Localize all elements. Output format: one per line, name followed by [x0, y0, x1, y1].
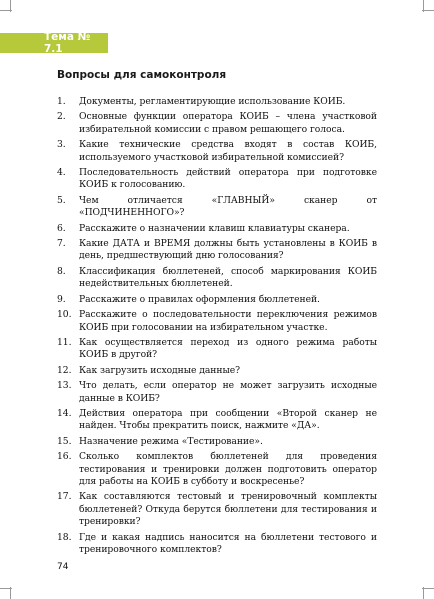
question-item: [57, 111, 377, 136]
question-item: [57, 309, 377, 334]
crop-mark: [10, 0, 11, 12]
question-text: Как загрузить исходные данные?: [79, 364, 240, 376]
question-text: Расскажите о назначении клавиш клавиатуры сканера.: [79, 222, 350, 234]
question-number: 18.: [57, 531, 72, 543]
question-text: Чем отличается «ГЛАВНЫЙ» сканер от «ПОДЧИНЕННОГО»?: [79, 194, 377, 219]
question-item: [57, 365, 377, 377]
question-item: [57, 167, 377, 192]
question-item: [57, 408, 377, 433]
page-number: 74: [57, 562, 69, 572]
question-text: Как составляются тестовый и тренировочный комплекты бюллетеней? Откуда берутся бюллетени для тестирования и тренировки?: [79, 491, 377, 528]
question-item: [57, 139, 377, 164]
question-number: 11.: [57, 336, 72, 348]
question-text: Какие ДАТА и ВРЕМЯ должны быть установлены в КОИБ в день, предшествующий дню голосования?: [79, 238, 377, 262]
section-heading: Вопросы для самоконтроля: [57, 69, 227, 81]
question-item: [57, 238, 377, 263]
crop-mark: [423, 0, 424, 12]
question-text: Последовательность действий оператора при подготовке КОИБ к голосованию.: [79, 167, 377, 191]
topic-tab: [0, 33, 108, 53]
question-number: 6.: [57, 222, 66, 234]
question-item: [57, 380, 377, 405]
topic-tab-label: Тема № 7.1: [44, 31, 91, 55]
question-number: 15.: [57, 435, 72, 447]
question-item: [57, 223, 377, 235]
question-item: [57, 96, 377, 108]
question-number: 8.: [57, 265, 66, 277]
question-item: [57, 532, 377, 557]
question-text: Расскажите о последовательности переключения режимов КОИБ при голосовании на избирательном участке.: [79, 309, 377, 333]
question-item: [57, 451, 377, 488]
question-item: [57, 266, 377, 291]
question-item: [57, 337, 377, 362]
question-item: [57, 436, 377, 448]
question-text: Основные функции оператора КОИБ – члена участковой избирательной комиссии с правом решающего голоса.: [79, 111, 377, 135]
question-item: [57, 195, 377, 220]
question-text: Сколько комплектов бюллетеней для проведения тестирования и тренировки должен подготовить оператор для работы на КОИБ в субботу и воскресенье?: [79, 451, 377, 487]
question-item: [57, 294, 377, 306]
question-number: 7.: [57, 238, 66, 250]
question-text: Где и какая надпись наносится на бюллетени тестового и тренировочного комплектов?: [79, 531, 377, 555]
question-number: 17.: [57, 491, 72, 503]
question-text: Что делать, если оператор не может загрузить исходные данные в КОИБ?: [79, 380, 377, 404]
question-number: 5.: [57, 194, 66, 206]
question-number: 14.: [57, 407, 72, 419]
question-text: Расскажите о правилах оформления бюллетеней.: [79, 293, 320, 305]
question-number: 4.: [57, 167, 66, 179]
question-number: 2.: [57, 111, 66, 123]
question-number: 1.: [57, 96, 66, 107]
question-number: 13.: [57, 380, 72, 392]
crop-mark: [423, 587, 424, 599]
question-number: 12.: [57, 364, 72, 376]
question-text: Назначение режима «Тестирование».: [79, 435, 263, 447]
question-number: 16.: [57, 451, 72, 463]
question-number: 3.: [57, 139, 66, 151]
question-text: Классификация бюллетеней, способ маркирования КОИБ недействительных бюллетеней.: [79, 265, 377, 290]
question-text: Документы, регламентирующие использование КОИБ.: [79, 96, 346, 107]
question-text: Как осуществляется переход из одного режима работы КОИБ в другой?: [79, 336, 377, 361]
question-list: [57, 96, 377, 559]
question-item: [57, 491, 377, 528]
question-text: Какие технические средства входят в состав КОИБ, используемого участковой избирательной комиссией?: [79, 139, 377, 163]
crop-mark: [10, 587, 11, 599]
question-number: 9.: [57, 293, 66, 305]
question-number: 10.: [57, 309, 72, 321]
question-text: Действия оператора при сообщении «Второй сканер не найден. Чтобы прекратить поиск, нажмите «ДА».: [79, 407, 377, 432]
